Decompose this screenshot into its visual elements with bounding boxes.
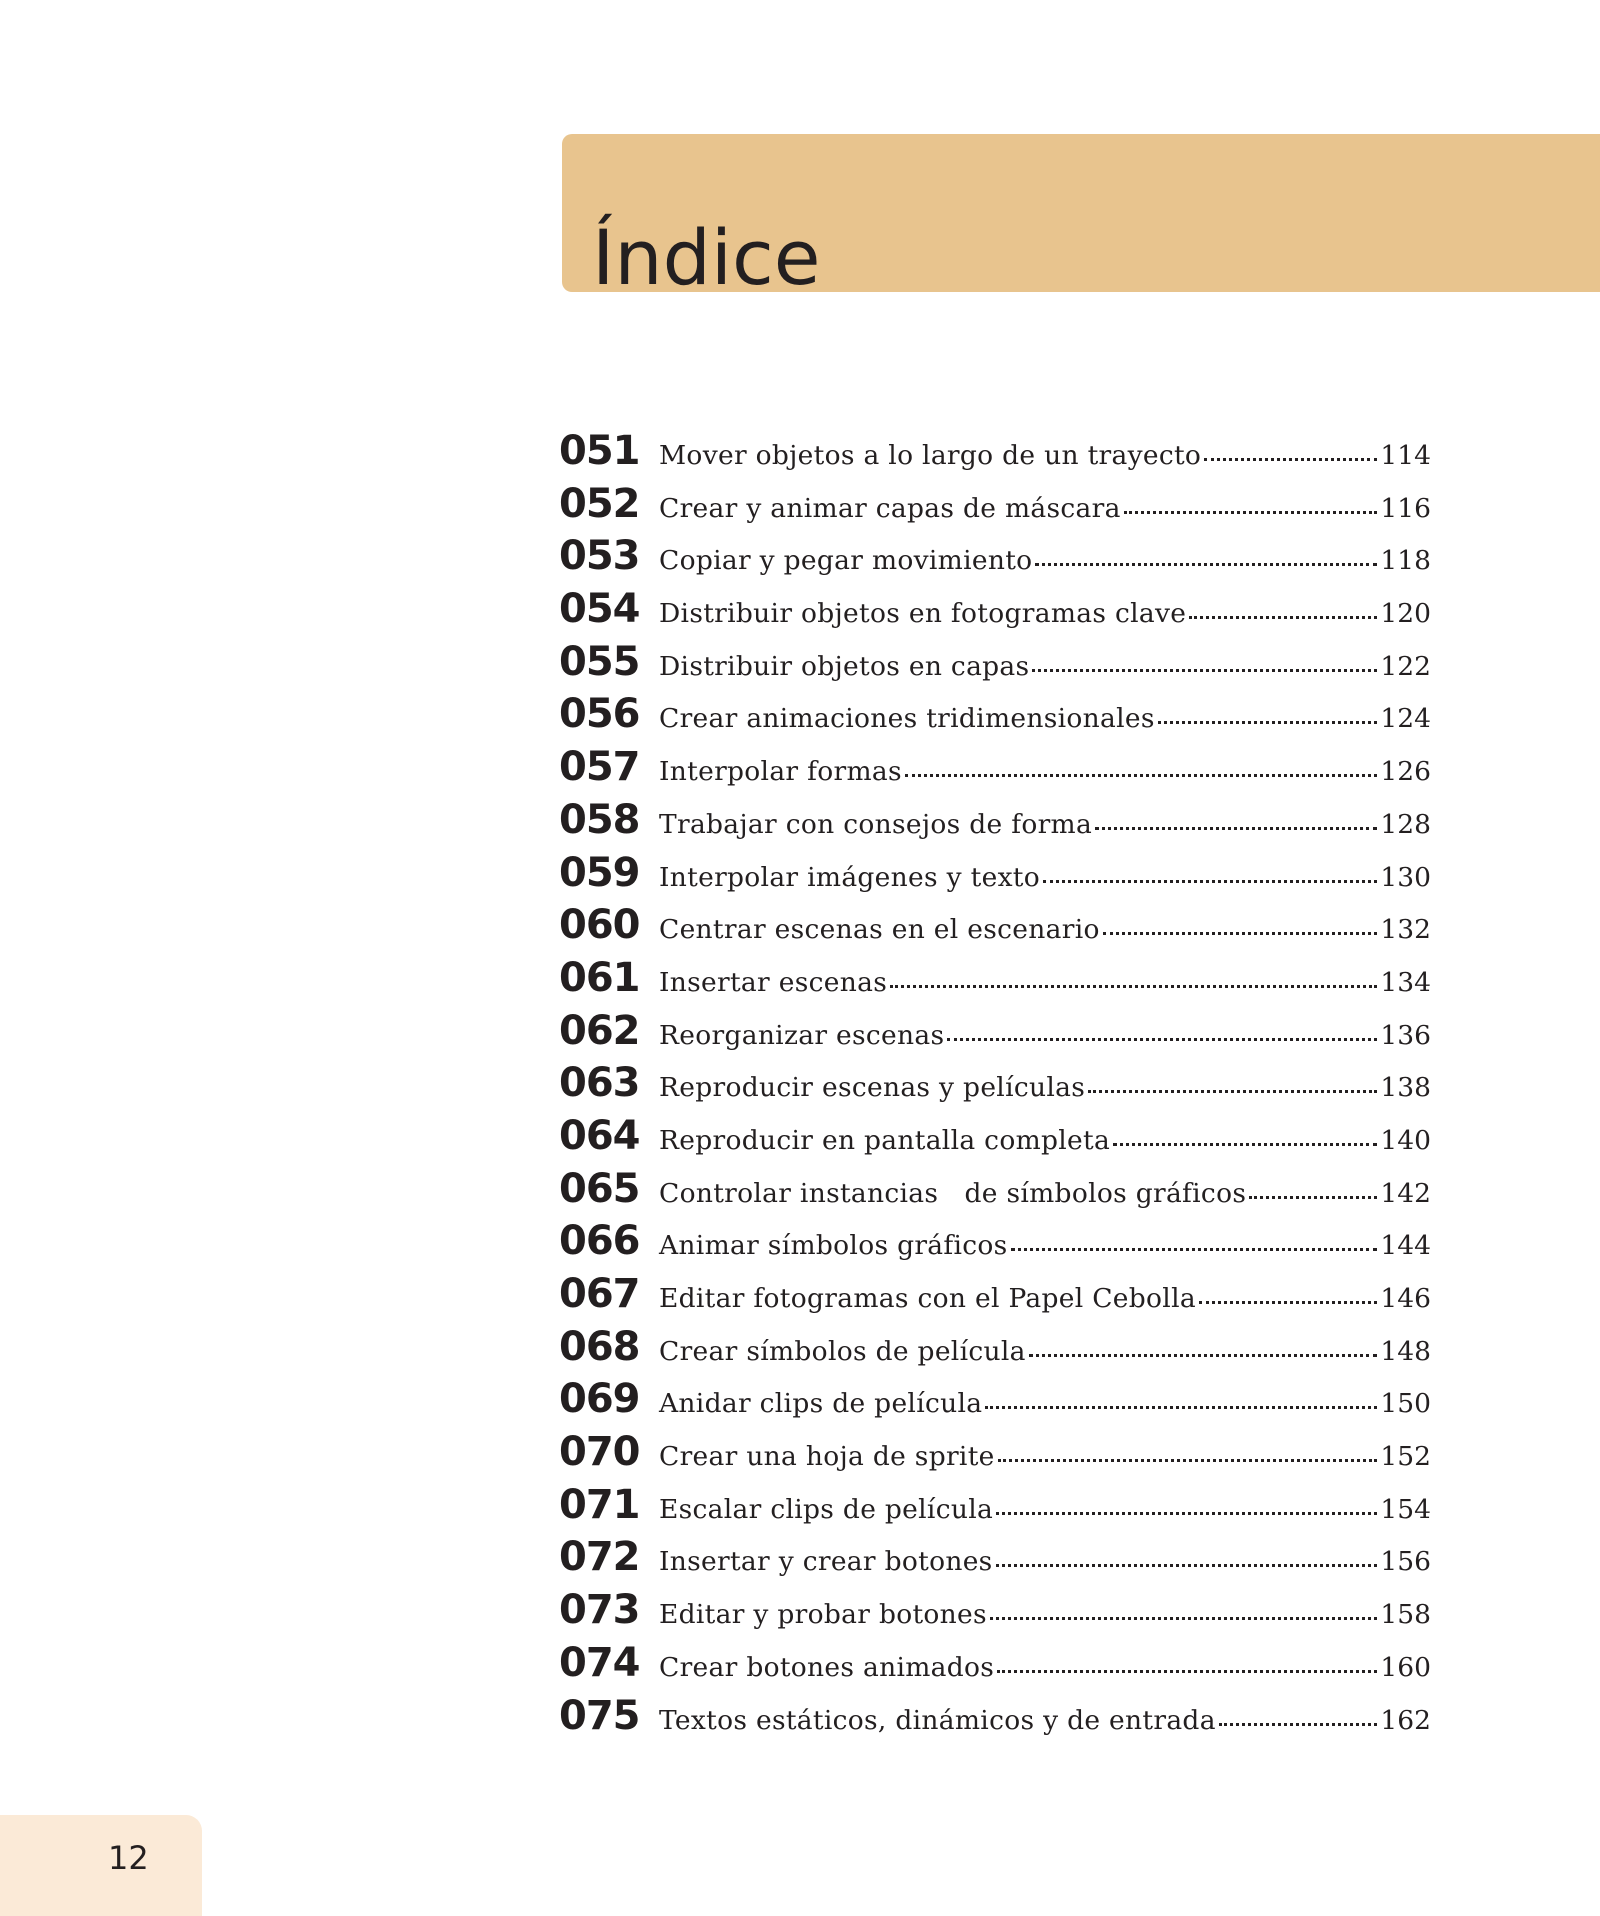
dot-leader xyxy=(890,985,1377,988)
page-number: 12 xyxy=(108,1839,149,1877)
toc-entry-title: Escalar clips de película xyxy=(659,1493,994,1525)
toc-entry[interactable] xyxy=(559,481,1431,534)
toc-entry-page: 118 xyxy=(1380,545,1431,577)
toc-entry-title: Crear una hoja de sprite xyxy=(659,1441,995,1473)
toc-entry[interactable] xyxy=(559,428,1431,481)
dot-leader xyxy=(1035,563,1377,566)
toc-entry[interactable] xyxy=(559,533,1431,586)
toc-entry-page: 114 xyxy=(1380,440,1431,471)
toc-entry-title: Centrar escenas en el escenario xyxy=(659,914,1100,946)
dot-leader xyxy=(998,1459,1378,1462)
toc-entry[interactable] xyxy=(559,744,1431,797)
dot-leader xyxy=(996,1564,1378,1567)
dot-leader xyxy=(1088,1090,1377,1093)
toc-entry-title: Controlar instancias de símbolos gráficos xyxy=(659,1177,1247,1209)
toc-entry-title: Reproducir en pantalla completa xyxy=(659,1124,1111,1156)
toc-entry-title: Textos estáticos, dinámicos y de entrada xyxy=(659,1704,1216,1736)
toc-entry-number: 055 xyxy=(559,638,640,685)
toc-entry-number: 054 xyxy=(559,586,640,633)
toc-entry-page: 140 xyxy=(1380,1124,1431,1156)
toc-entry[interactable] xyxy=(559,1218,1431,1271)
toc-entry[interactable] xyxy=(559,1060,1431,1113)
toc-entry-title: Interpolar imágenes y texto xyxy=(659,861,1041,893)
toc-entry-title: Crear símbolos de película xyxy=(659,1335,1026,1367)
toc-entry-page: 148 xyxy=(1380,1335,1431,1367)
toc-entry[interactable] xyxy=(559,1693,1431,1746)
toc-entry[interactable] xyxy=(559,850,1431,903)
dot-leader xyxy=(997,1670,1377,1673)
toc-entry-title: Distribuir objetos en capas xyxy=(659,650,1030,682)
toc-entry-title: Copiar y pegar movimiento xyxy=(659,545,1033,577)
toc-entry-number: 053 xyxy=(559,533,640,580)
toc-entry-title: Distribuir objetos en fotogramas clave xyxy=(659,598,1187,630)
toc-entry-number: 052 xyxy=(559,480,640,527)
dot-leader xyxy=(905,774,1378,777)
toc-entry-number: 071 xyxy=(559,1481,640,1528)
toc-entry-page: 156 xyxy=(1380,1546,1431,1578)
toc-entry-number: 061 xyxy=(559,954,640,1001)
toc-entry-page: 124 xyxy=(1380,703,1431,735)
toc-entry[interactable] xyxy=(559,1587,1431,1640)
dot-leader xyxy=(996,1512,1377,1515)
toc-entry-number: 069 xyxy=(559,1376,640,1423)
toc-entry[interactable] xyxy=(559,1482,1431,1535)
toc-entry-number: 075 xyxy=(559,1692,640,1739)
dot-leader xyxy=(1249,1196,1377,1199)
dot-leader xyxy=(1043,880,1377,883)
dot-leader xyxy=(990,1617,1377,1620)
dot-leader xyxy=(1011,1248,1378,1251)
toc-entry-title: Crear animaciones tridimensionales xyxy=(659,703,1155,735)
dot-leader xyxy=(985,1406,1377,1409)
toc-entry[interactable] xyxy=(559,1271,1431,1324)
dot-leader xyxy=(1103,932,1378,935)
toc-entry-page: 150 xyxy=(1380,1388,1431,1420)
dot-leader xyxy=(947,1038,1377,1041)
toc-entry[interactable] xyxy=(559,1166,1431,1219)
dot-leader xyxy=(1095,827,1377,830)
toc-entry-title: Trabajar con consejos de forma xyxy=(659,808,1093,840)
dot-leader xyxy=(1032,669,1377,672)
toc-entry-title: Editar fotogramas con el Papel Cebolla xyxy=(659,1283,1196,1314)
toc-entry-number: 065 xyxy=(559,1165,640,1212)
toc-entry-page: 136 xyxy=(1380,1019,1431,1051)
dot-leader xyxy=(1029,1354,1378,1357)
toc-entry-page: 126 xyxy=(1380,756,1431,788)
toc-entry-title: Reproducir escenas y películas xyxy=(659,1072,1086,1104)
toc-entry-page: 138 xyxy=(1380,1072,1431,1104)
toc-entry-number: 051 xyxy=(559,428,640,474)
toc-entry-page: 162 xyxy=(1380,1704,1431,1736)
toc-entry-page: 122 xyxy=(1380,650,1431,682)
toc-entry-page: 146 xyxy=(1380,1283,1431,1314)
toc-entry[interactable] xyxy=(559,797,1431,850)
toc-entry-title: Crear y animar capas de máscara xyxy=(659,492,1121,524)
toc-entry-page: 154 xyxy=(1380,1493,1431,1525)
toc-entry[interactable] xyxy=(559,586,1431,639)
toc-entry-number: 056 xyxy=(559,691,640,738)
toc-entry-number: 066 xyxy=(559,1218,640,1265)
toc-entry[interactable] xyxy=(559,1113,1431,1166)
toc-entry-title: Reorganizar escenas xyxy=(659,1019,945,1051)
toc-entry-page: 144 xyxy=(1380,1230,1431,1262)
table-of-contents xyxy=(559,428,1431,1745)
toc-entry-title: Insertar y crear botones xyxy=(659,1546,993,1578)
toc-entry[interactable] xyxy=(559,639,1431,692)
toc-entry[interactable] xyxy=(559,902,1431,955)
page-number-tab xyxy=(0,1815,202,1916)
toc-entry-number: 063 xyxy=(559,1060,640,1107)
toc-entry-page: 132 xyxy=(1380,914,1431,946)
dot-leader xyxy=(1204,458,1377,461)
toc-entry-page: 130 xyxy=(1380,861,1431,893)
toc-entry-page: 134 xyxy=(1380,966,1431,998)
toc-entry-number: 074 xyxy=(559,1639,640,1686)
page-title: Índice xyxy=(592,213,821,302)
toc-entry-page: 116 xyxy=(1380,492,1431,524)
toc-entry-page: 152 xyxy=(1380,1441,1431,1473)
toc-entry-number: 057 xyxy=(559,744,640,791)
toc-entry-number: 060 xyxy=(559,902,640,949)
toc-entry[interactable] xyxy=(559,1376,1431,1429)
toc-entry[interactable] xyxy=(559,955,1431,1008)
toc-entry-number: 058 xyxy=(559,796,640,843)
toc-entry[interactable] xyxy=(559,1534,1431,1587)
toc-entry-title: Mover objetos a lo largo de un trayecto xyxy=(659,440,1202,471)
toc-entry[interactable] xyxy=(559,1008,1431,1061)
toc-entry-title: Insertar escenas xyxy=(659,966,888,998)
toc-entry[interactable] xyxy=(559,1429,1431,1482)
toc-entry[interactable] xyxy=(559,1640,1431,1693)
dot-leader xyxy=(1113,1143,1377,1146)
dot-leader xyxy=(1189,616,1377,619)
toc-entry-number: 062 xyxy=(559,1007,640,1054)
toc-entry[interactable] xyxy=(559,1324,1431,1377)
toc-entry-title: Crear botones animados xyxy=(659,1651,995,1683)
dot-leader xyxy=(1219,1723,1378,1726)
toc-entry-title: Animar símbolos gráficos xyxy=(659,1230,1008,1262)
dot-leader xyxy=(1199,1301,1377,1304)
toc-entry-title: Editar y probar botones xyxy=(659,1599,987,1631)
toc-entry-page: 160 xyxy=(1380,1651,1431,1683)
toc-entry-page: 120 xyxy=(1380,598,1431,630)
toc-entry-number: 059 xyxy=(559,849,640,896)
toc-entry-title: Interpolar formas xyxy=(659,756,902,788)
toc-entry-number: 073 xyxy=(559,1587,640,1634)
dot-leader xyxy=(1158,721,1378,724)
toc-entry-page: 142 xyxy=(1380,1177,1431,1209)
toc-entry-number: 064 xyxy=(559,1112,640,1159)
toc-entry-page: 158 xyxy=(1380,1599,1431,1631)
toc-entry-number: 072 xyxy=(559,1534,640,1581)
header-band xyxy=(562,134,1600,302)
toc-entry-title: Anidar clips de película xyxy=(659,1388,983,1420)
toc-entry-number: 070 xyxy=(559,1429,640,1476)
toc-entry-page: 128 xyxy=(1380,808,1431,840)
toc-entry-number: 068 xyxy=(559,1323,640,1370)
dot-leader xyxy=(1124,511,1378,514)
toc-entry[interactable] xyxy=(559,691,1431,744)
toc-entry-number: 067 xyxy=(559,1271,640,1317)
